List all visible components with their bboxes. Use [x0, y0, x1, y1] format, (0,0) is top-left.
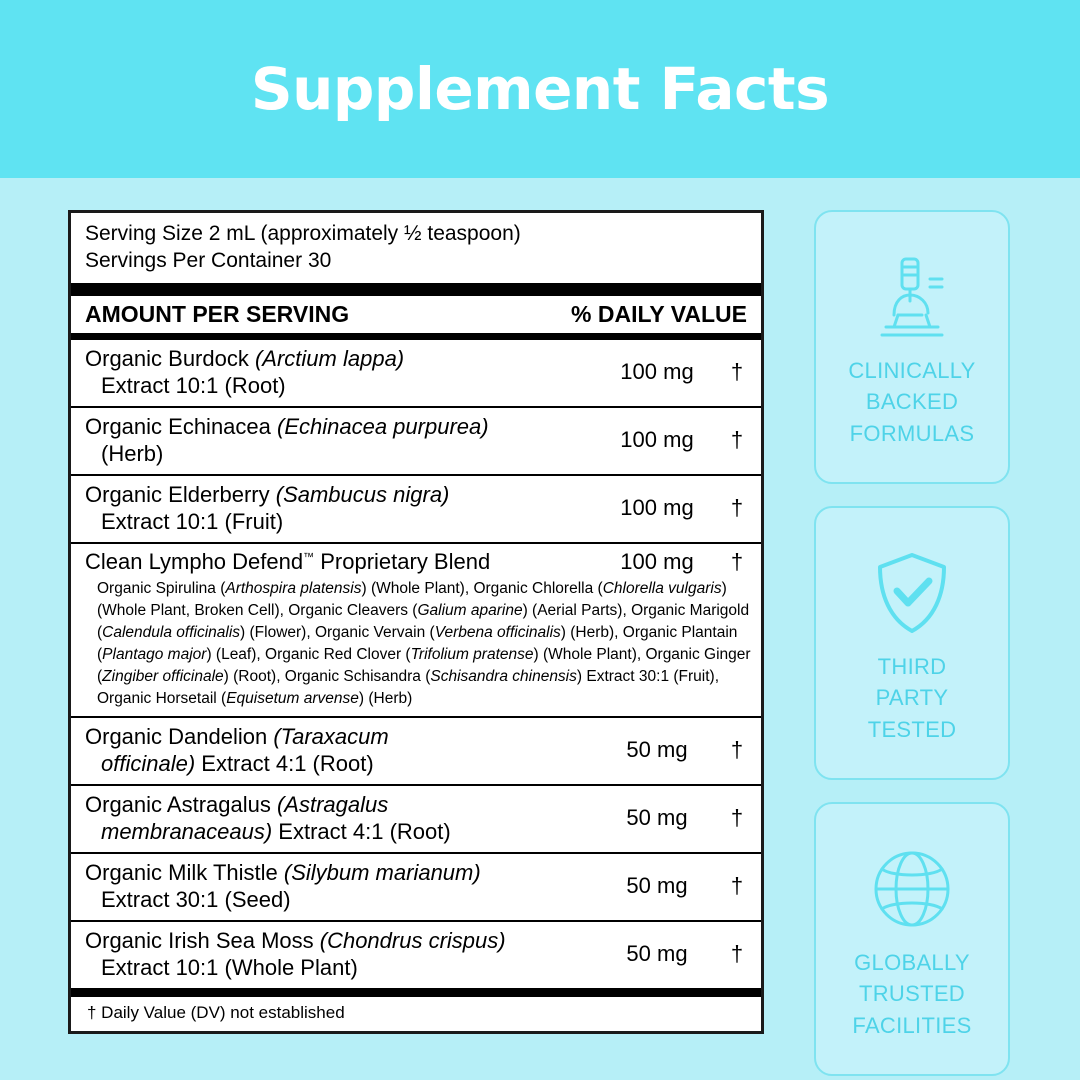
table-row	[71, 340, 761, 408]
badge-label-line1: CLINICALLY	[848, 358, 976, 384]
table-row	[71, 408, 761, 476]
serving-size: Serving Size 2 mL (approximately ½ teaspoon)	[85, 222, 521, 245]
ingredient-name	[71, 927, 601, 982]
badge-column	[814, 210, 1010, 1076]
ingredient-dv: †	[730, 427, 744, 453]
ingredient-amount: 100 mg	[620, 495, 694, 521]
badge-globally-trusted	[814, 802, 1010, 1076]
microscope-icon	[860, 245, 964, 349]
page-header	[0, 0, 1080, 178]
ingredient-amount: 50 mg	[626, 941, 688, 967]
divider-bottom	[71, 988, 761, 997]
badge-label-line2: PARTY	[875, 685, 949, 711]
ingredient-name-main: Organic Dandelion	[85, 723, 274, 749]
badge-label-line2: TRUSTED	[859, 981, 965, 1007]
ingredient-latin-name: (Astragalus	[276, 791, 389, 817]
badge-label	[848, 355, 975, 449]
badge-label-line2: BACKED	[865, 389, 959, 415]
shield-check-icon	[860, 541, 964, 645]
globe-icon	[860, 837, 964, 941]
ingredient-part: (Herb)	[101, 441, 164, 467]
table-row	[71, 476, 761, 544]
badge-label-line3: FACILITIES	[852, 1012, 972, 1038]
ingredient-latin-name-cont: membranaceaus)	[101, 819, 273, 845]
badge-label-line1: THIRD	[877, 654, 947, 680]
blend-title-suffix: Proprietary Blend	[314, 548, 491, 574]
badge-label-line1: GLOBALLY	[854, 950, 970, 976]
table-row	[71, 922, 761, 988]
blend-title-name: Clean Lympho Defend	[85, 548, 304, 574]
ingredient-latin-name: (Chondrus crispus)	[319, 927, 506, 953]
ingredient-name	[71, 345, 601, 400]
ingredient-name	[71, 791, 601, 846]
ingredient-dv: †	[730, 737, 744, 763]
badge-label-line3: FORMULAS	[849, 420, 975, 446]
badge-clinically-backed	[814, 210, 1010, 484]
badge-label	[852, 947, 971, 1041]
table-row	[71, 718, 761, 786]
servings-per-container: Servings Per Container 30	[85, 248, 332, 272]
ingredient-latin-name: (Arctium lappa)	[254, 345, 405, 371]
amount-per-serving-header: AMOUNT PER SERVING	[85, 300, 350, 327]
daily-value-footnote: † Daily Value (DV) not established	[87, 1002, 345, 1022]
ingredient-latin-name: (Echinacea purpurea)	[277, 413, 489, 439]
ingredient-part: Extract 30:1 (Seed)	[101, 887, 291, 913]
ingredient-name-main: Organic Milk Thistle	[85, 859, 284, 885]
ingredient-name	[71, 859, 601, 914]
ingredient-dv: †	[730, 359, 744, 385]
ingredient-amount: 50 mg	[626, 805, 688, 831]
ingredient-amount: 100 mg	[620, 427, 694, 453]
ingredient-dv: †	[730, 805, 744, 831]
proprietary-blend-row	[71, 544, 761, 718]
ingredient-part	[85, 818, 595, 846]
ingredient-latin-name: (Taraxacum	[273, 723, 389, 749]
ingredient-name-main: Organic Elderberry	[85, 481, 276, 507]
blend-title	[71, 549, 601, 575]
table-row	[71, 786, 761, 854]
daily-value-header: % DAILY VALUE	[571, 300, 747, 327]
badge-label	[868, 651, 957, 745]
divider-thick-top	[71, 283, 761, 296]
ingredient-name	[71, 723, 601, 778]
ingredient-part: Extract 10:1 (Fruit)	[101, 509, 284, 535]
ingredient-name-main: Organic Irish Sea Moss	[85, 927, 320, 953]
ingredient-amount: 50 mg	[626, 873, 688, 899]
badge-third-party-tested	[814, 506, 1010, 780]
blend-ingredients: Organic Spirulina (Arthospira platensis) (Whole Plant), Organic Chlorella (Chlorella vulgaris) (Whole Plant, Broken Cell), Organic Cleavers (Galium aparine) (Aerial Parts), Organic Marigold (Calendula officinalis) (Flower), Organic Vervain (Verbena officinalis) (Herb), Organic Plantain (Plantago major) (Leaf), Organic Red Clover (Trifolium pratense) (Whole Plant), Organic Ginger (Zingiber officinale) (Root), Organic Schisandra (Schisandra chinensis) Extract 30:1 (Fruit), Organic Horsetail (Equisetum arvense) (Herb)	[97, 579, 751, 707]
ingredient-name	[71, 481, 601, 536]
ingredient-latin-name: (Sambucus nigra)	[275, 481, 450, 507]
ingredient-part: Extract 10:1 (Root)	[101, 373, 286, 399]
ingredient-part-text: Extract 4:1 (Root)	[272, 819, 451, 845]
divider-medium	[71, 333, 761, 340]
ingredient-latin-name-cont: officinale)	[101, 751, 196, 777]
ingredient-dv: †	[730, 941, 744, 967]
ingredient-rows	[71, 340, 761, 988]
badge-label-line3: TESTED	[867, 716, 957, 742]
column-headers	[71, 296, 761, 333]
ingredient-part-text: Extract 4:1 (Root)	[195, 751, 374, 777]
ingredient-name-main: Organic Burdock	[85, 345, 255, 371]
ingredient-latin-name: (Silybum marianum)	[283, 859, 481, 885]
ingredient-name-main: Organic Astragalus	[85, 791, 277, 817]
blend-amount: 100 mg	[620, 548, 694, 574]
trademark-symbol: ™	[303, 551, 315, 564]
table-row	[71, 854, 761, 922]
ingredient-dv: †	[730, 873, 744, 899]
ingredient-part: Extract 10:1 (Whole Plant)	[101, 955, 358, 981]
supplement-facts-panel	[68, 210, 764, 1034]
serving-info	[71, 213, 761, 279]
ingredient-part	[85, 750, 595, 778]
page-title: Supplement Facts	[250, 55, 830, 123]
blend-dv: †	[730, 548, 744, 574]
ingredient-amount: 100 mg	[620, 359, 694, 385]
ingredient-name	[71, 413, 601, 468]
ingredient-dv: †	[730, 495, 744, 521]
proprietary-blend-header	[71, 549, 761, 575]
ingredient-name-main: Organic Echinacea	[85, 413, 277, 439]
ingredient-amount: 50 mg	[626, 737, 688, 763]
